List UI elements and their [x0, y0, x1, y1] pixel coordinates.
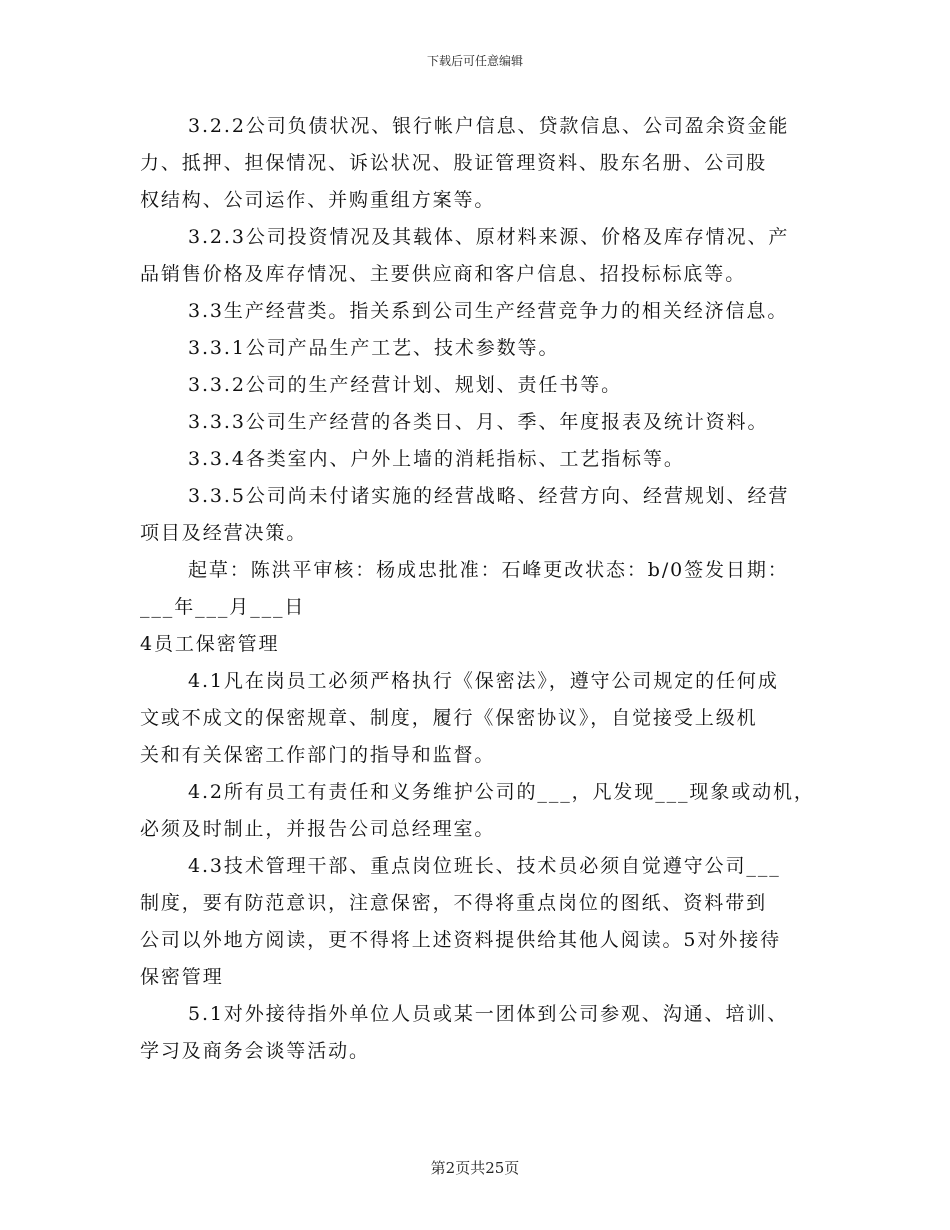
paragraph-3-3-2	[140, 367, 820, 404]
text-line: 3.3.2公司的生产经营计划、规划、责任书等。	[188, 374, 623, 396]
text-line: 3.3生产经营类。指关系到公司生产经营竞争力的相关经济信息。	[188, 300, 789, 322]
text-line: 4.1凡在岗员工必须严格执行《保密法》，遵守公司规定的任何成	[188, 670, 779, 692]
text-line: 学习及商务会谈等活动。	[140, 1040, 370, 1062]
text-line: 品销售价格及库存情况、主要供应商和客户信息、招投标标底等。	[140, 263, 747, 285]
page-header: 下载后可任意编辑	[426, 54, 523, 68]
text-line: 3.2.2公司负债状况、银行帐户信息、贷款信息、公司盈余资金能	[188, 115, 790, 137]
text-line: 4.2所有员工有责任和义务维护公司的___，凡发现___现象或动机，	[188, 781, 815, 803]
text-line: 3.3.3公司生产经营的各类日、月、季、年度报表及统计资料。	[188, 411, 769, 433]
text-line: 力、抵押、担保情况、诉讼状况、股证管理资料、股东名册、公司股	[140, 152, 768, 174]
text-line: 5.1对外接待指外单位人员或某一团体到公司参观、沟通、培训、	[188, 1003, 789, 1025]
text-line: 权结构、公司运作、并购重组方案等。	[140, 189, 496, 211]
paragraph-3-3-3	[140, 404, 820, 441]
paragraph-3-3-1	[140, 330, 820, 367]
text-line: 公司以外地方阅读，更不得将上述资料提供给其他人阅读。5对外接待	[140, 929, 781, 951]
text-line: 3.3.5公司尚未付诸实施的经营战略、经营方向、经营规划、经营	[188, 485, 790, 507]
paragraph-4-3	[140, 848, 820, 996]
text-line: 关和有关保密工作部门的指导和监督。	[140, 744, 496, 766]
text-line: 3.3.4各类室内、户外上墙的消耗指标、工艺指标等。	[188, 448, 685, 470]
text-line: 4.3技术管理干部、重点岗位班长、技术员必须自觉遵守公司___	[188, 855, 781, 877]
text-line: 3.2.3公司投资情况及其载体、原材料来源、价格及库存情况、产	[188, 226, 790, 248]
page-footer: 第2页共25页	[430, 1159, 520, 1177]
paragraph-4-1	[140, 663, 820, 774]
paragraph-3-3-5	[140, 478, 820, 552]
paragraph-3-2-3	[140, 219, 820, 293]
paragraph-5-1	[140, 996, 820, 1070]
paragraph-3-2-2	[140, 108, 820, 219]
text-line: 项目及经营决策。	[140, 522, 308, 544]
text-line: 必须及时制止，并报告公司总经理室。	[140, 818, 496, 840]
document-body	[140, 108, 820, 1070]
text-line: 3.3.1公司产品生产工艺、技术参数等。	[188, 337, 560, 359]
text-line: 制度，要有防范意识，注意保密，不得将重点岗位的图纸、资料带到	[140, 892, 768, 914]
approval-line	[140, 552, 820, 626]
section-heading-4	[140, 626, 820, 663]
text-line: 文或不成文的保密规章、制度，履行《保密协议》，自觉接受上级机	[140, 707, 758, 729]
text-line: 4员工保密管理	[140, 633, 280, 655]
paragraph-3-3-4	[140, 441, 820, 478]
text-line: ___年___月___日	[140, 596, 306, 618]
text-line: 起草：陈洪平审核：杨成忠批准：石峰更改状态：b/0签发日期：	[188, 559, 789, 581]
text-line: 保密管理	[140, 966, 224, 988]
paragraph-3-3	[140, 293, 820, 330]
paragraph-4-2	[140, 774, 820, 848]
